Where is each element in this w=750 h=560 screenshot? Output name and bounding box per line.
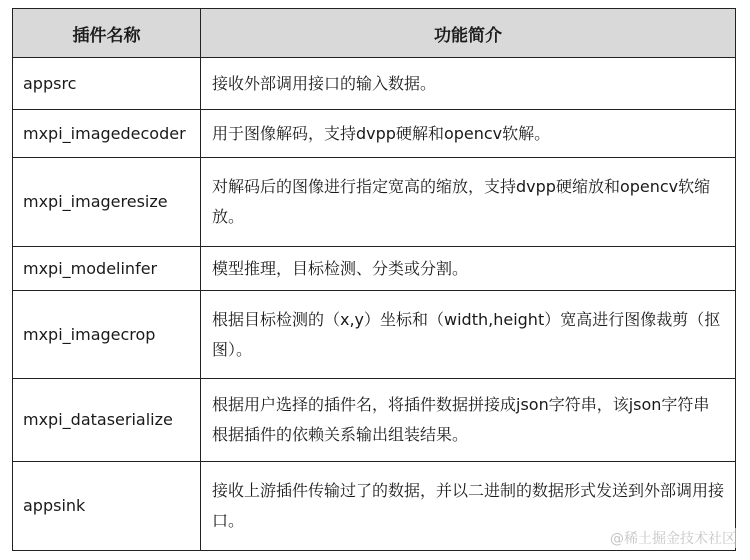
plugin-name-cell: mxpi_imageresize — [13, 158, 201, 247]
table-row — [13, 110, 736, 158]
plugin-name-cell: mxpi_dataserialize — [13, 379, 201, 462]
plugin-description-cell: 模型推理，目标检测、分类或分割。 — [201, 247, 736, 291]
plugin-table — [12, 8, 736, 551]
table-row — [13, 247, 736, 291]
plugin-name-cell: mxpi_imagedecoder — [13, 110, 201, 158]
watermark: @稀土掘金技术社区 — [608, 528, 738, 548]
plugin-description-cell: 用于图像解码，支持dvpp硬解和opencv软解。 — [201, 110, 736, 158]
plugin-name-cell: mxpi_modelinfer — [13, 247, 201, 291]
table-row — [13, 291, 736, 379]
plugin-description-cell: 根据用户选择的插件名，将插件数据拼接成json字符串，该json字符串根据插件的依赖关系输出组装结果。 — [201, 379, 736, 462]
plugin-description-cell: 根据目标检测的（x,y）坐标和（width,height）宽高进行图像裁剪（抠图）。 — [201, 291, 736, 379]
plugin-description-cell: 接收上游插件传输过了的数据，并以二进制的数据形式发送到外部调用接口。 — [201, 462, 736, 551]
table-row — [13, 158, 736, 247]
plugin-name-cell: mxpi_imagecrop — [13, 291, 201, 379]
table-row — [13, 58, 736, 110]
plugin-name-cell: appsrc — [13, 58, 201, 110]
plugin-name-cell: appsink — [13, 462, 201, 551]
table-header-row — [13, 9, 736, 58]
plugin-description-cell: 对解码后的图像进行指定宽高的缩放，支持dvpp硬缩放和opencv软缩放。 — [201, 158, 736, 247]
header-plugin-name: 插件名称 — [13, 9, 201, 58]
table-row — [13, 379, 736, 462]
plugin-description-cell: 接收外部调用接口的输入数据。 — [201, 58, 736, 110]
header-function-intro: 功能简介 — [201, 9, 736, 58]
